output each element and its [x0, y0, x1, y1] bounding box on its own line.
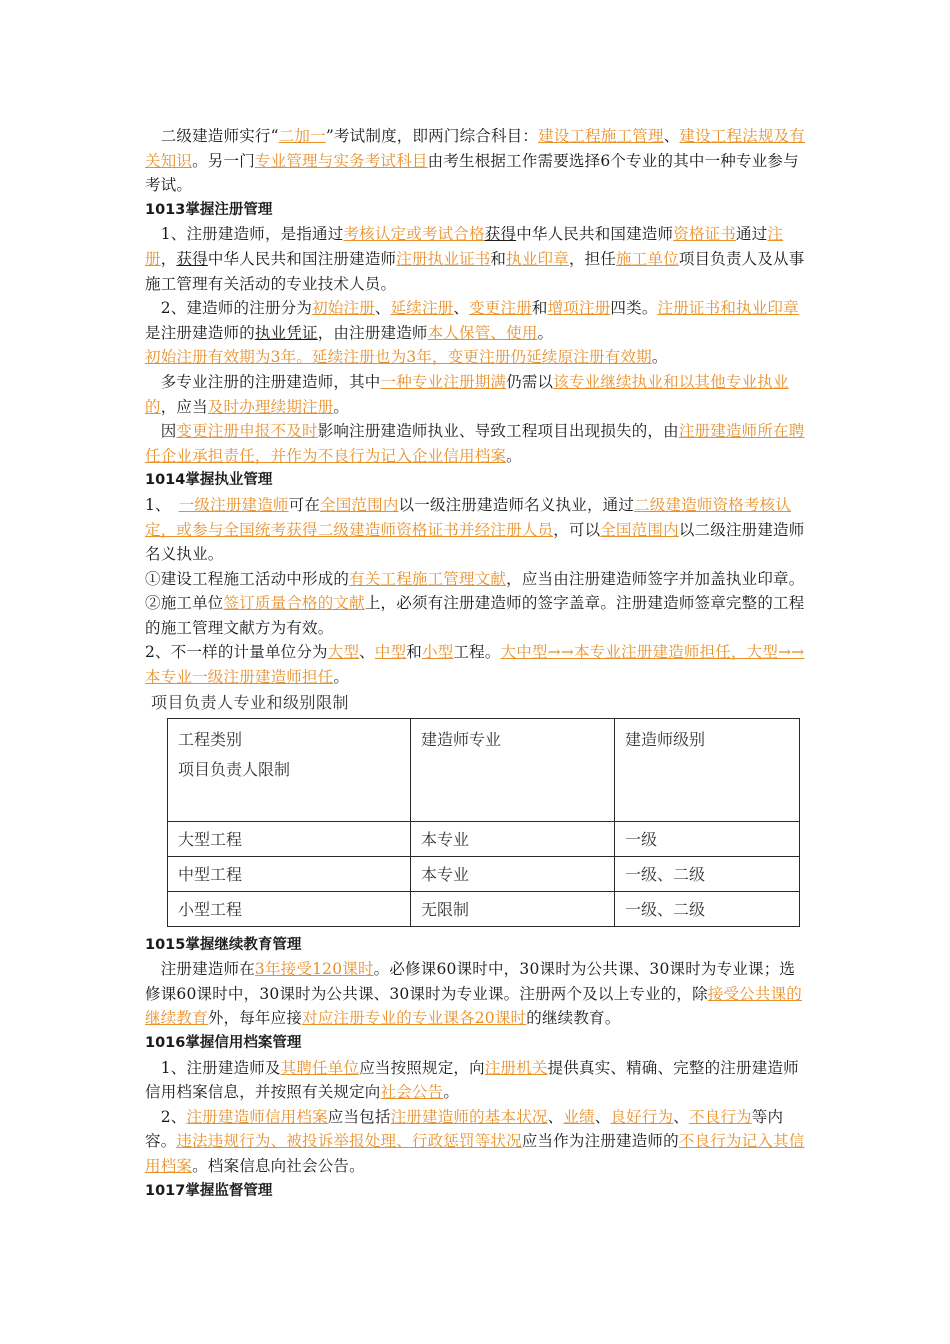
text-run: 可在: [288, 495, 321, 514]
text-run: ，由注册建造师: [317, 323, 428, 342]
text-run: 多专业注册的注册建造师，其中: [145, 372, 381, 391]
text-run: ，担任: [568, 249, 617, 268]
text-run: 2、: [145, 1107, 187, 1126]
highlighted-text: 社会公告: [380, 1083, 444, 1102]
text-run: 仍需以: [506, 372, 554, 391]
text-run: 、: [359, 643, 375, 662]
cell-major: 本专业: [411, 856, 615, 891]
text-run: 中华人民共和国注册建造师: [207, 249, 397, 268]
text-run: 、: [673, 1107, 689, 1126]
text-run: 应当按照规定，向: [359, 1058, 485, 1077]
text-run: 上，必须有注册建造师的签字盖章。注册建造师签章完整的工程的施工管理文献方为有效。: [145, 594, 805, 637]
highlighted-text: 资格证书: [673, 225, 737, 244]
text-run: 1、: [145, 495, 179, 514]
cell-type: 中型工程: [168, 856, 411, 891]
section-heading-1014: 1014掌握执业管理: [145, 472, 273, 489]
text-run: ，应当由注册建造师签字并加盖执业印章。②施工单位: [145, 569, 805, 613]
section-heading-1017: 1017掌握监督管理: [145, 1182, 273, 1199]
highlighted-text: 接受公共课的继续教育: [145, 984, 802, 1028]
underlined-text: 执业凭证: [254, 323, 318, 342]
text-run: 四类。: [610, 299, 658, 318]
highlighted-text: 增项注册: [547, 299, 611, 318]
highlighted-text: 小型: [421, 643, 454, 662]
highlighted-text: 业绩: [563, 1107, 595, 1126]
cell-major: 本专业: [411, 821, 615, 856]
text-run: 等内容。: [145, 1107, 784, 1151]
section-heading-1013: 1013掌握注册管理: [145, 201, 273, 218]
highlighted-text: 大型: [327, 643, 360, 662]
highlighted-text: 有关工程施工管理文献: [349, 569, 507, 588]
highlighted-text: 签订质量合格的文献: [223, 594, 365, 613]
registration-paragraph-2: [145, 296, 810, 345]
education-paragraph: [145, 957, 810, 1031]
text-run: 2、不一样的计量单位分为: [145, 643, 328, 662]
text-run: 。必修课60课时中，30课时为公共课、30课时为专业课；选修课60课时中，30课时为公共课、30课时为专业课。注册两个及以上专业的，除: [145, 960, 796, 1003]
text-run: 和: [490, 249, 507, 268]
credit-paragraph-1: [145, 1056, 810, 1105]
highlighted-text: 变更注册: [469, 299, 532, 318]
text-run: 工程。: [453, 643, 501, 662]
cell-major: 无限制: [411, 891, 615, 926]
text-run: 1、注册建造师及: [145, 1058, 281, 1077]
highlight: 建设工程施工管理: [538, 127, 664, 145]
header-cell-major: 建造师专业: [411, 718, 615, 821]
cell-type: 小型工程: [168, 891, 411, 926]
underlined-text: 获得: [176, 249, 208, 268]
text-run: 通过: [736, 225, 768, 244]
practice-paragraph-2: [145, 567, 810, 641]
restriction-table: [167, 718, 800, 927]
text-run: 的继续教育。: [526, 1009, 621, 1028]
text-run: 1、注册建造师，是指通过: [145, 225, 344, 244]
highlighted-text: 良好行为: [610, 1107, 674, 1126]
section-heading-1016: 1016掌握信用档案管理: [145, 1035, 302, 1052]
highlighted-text: 不良行为记入其信用档案: [145, 1132, 805, 1175]
text-run: 。: [651, 348, 668, 367]
text-run: 。: [506, 446, 522, 465]
section-heading-1015: 1015掌握继续教育管理: [145, 936, 302, 953]
highlighted-text: 大中型→→本专业注册建造师担任，大型→→本专业一级注册建造师担任: [145, 643, 805, 687]
text-run: 应当作为注册建造师的: [521, 1132, 679, 1151]
change-registration-paragraph: [145, 419, 810, 468]
highlighted-text: 初始注册有效期为3年。延续注册也为3年，变更注册仍延续原注册有效期: [145, 348, 652, 367]
text-run: 以一级注册建造师名义执业，通过: [398, 495, 635, 514]
highlighted-text: 违法违规行为、被投诉举报处理、行政惩罚等状况: [176, 1132, 522, 1151]
text-run: 。另一门: [192, 151, 255, 170]
validity-paragraph: [145, 345, 810, 370]
credit-paragraph-2: [145, 1105, 810, 1179]
text-run: 。: [333, 668, 350, 687]
text-run: 由考生根据工作需要选择6个专业的其中一种专业参与考试。: [145, 151, 799, 195]
table-header-row: [168, 718, 800, 821]
highlighted-text: 延续注册: [390, 299, 454, 318]
header-cell-level: 建造师级别: [615, 718, 800, 821]
text-run: 因: [145, 422, 177, 441]
text-run: 和: [531, 299, 548, 318]
highlighted-text: 本人保管、使用: [427, 323, 538, 342]
text-run: 应当包括: [327, 1107, 391, 1126]
highlighted-text: 注册建造师信用档案: [186, 1107, 328, 1126]
text-run: 、: [663, 127, 680, 145]
highlighted-text: 注册建造师所在聘任企业承担责任，并作为不良行为记入企业信用档案: [145, 422, 805, 465]
table-row: [168, 821, 800, 856]
highlight: 专业管理与实务考试科目: [254, 151, 428, 170]
highlighted-text: 执业印章: [506, 249, 569, 268]
highlighted-text: 注册证书和执业印章: [657, 299, 799, 318]
table-row: [168, 891, 800, 926]
registration-paragraph-1: [145, 222, 810, 296]
table-caption: 项目负责人专业和级别限制: [151, 692, 350, 712]
cell-level: 一级: [615, 821, 800, 856]
highlighted-text: 中型: [374, 643, 407, 662]
highlighted-text: 3年接受120课时: [254, 960, 374, 979]
highlighted-text: 对应注册专业的专业课各20课时: [302, 1009, 527, 1028]
highlighted-text: 其聘任单位: [280, 1058, 360, 1077]
highlighted-text: 一级注册建造师: [178, 495, 289, 514]
text-run: 注册建造师在: [145, 960, 255, 979]
highlighted-text: 不良行为: [688, 1107, 752, 1126]
text-run: 。: [333, 397, 350, 416]
highlighted-text: 全国范围内: [600, 520, 679, 539]
text-run: 、: [547, 1107, 564, 1126]
highlighted-text: 注册: [145, 225, 784, 268]
intro-paragraph: [145, 124, 810, 198]
multi-major-paragraph: [145, 370, 810, 419]
text-run: 。: [443, 1083, 460, 1102]
text-run: ，可以: [553, 520, 601, 539]
text-run: 、: [374, 299, 391, 318]
highlighted-text: 一种专业注册期满: [380, 372, 507, 391]
text-run: 影响注册建造师执业、导致工程项目出现损失的，由: [317, 422, 679, 441]
text-run: 项目负责人及从事施工管理有关活动的专业技术人员。: [145, 249, 805, 293]
highlighted-text: 注册机关: [484, 1058, 548, 1077]
practice-paragraph-1: [145, 493, 810, 567]
text-run: 提供真实、精确、完整的注册建造师信用档案信息，并按照有关规定向: [145, 1058, 799, 1102]
highlighted-text: 及时办理续期注册: [207, 397, 334, 416]
cell-level: 一级、二级: [615, 856, 800, 891]
highlight: 二加一: [278, 127, 326, 145]
text-run: 外，每年应接: [207, 1009, 303, 1028]
text-run: ，: [160, 249, 177, 268]
cell-level: 一级、二级: [615, 891, 800, 926]
highlight: 建设工程法规及有关知识: [145, 127, 805, 170]
highlighted-text: 变更注册申报不及时: [176, 422, 318, 441]
underlined-text: 获得: [484, 225, 517, 244]
text-run: 二级建造师实行“: [145, 127, 279, 145]
text-run: 、: [594, 1107, 611, 1126]
text-run: ”考试制度，即两门综合科目：: [325, 127, 539, 145]
text-run: ①建设工程施工活动中形成的: [145, 569, 350, 588]
practice-paragraph-3: [145, 640, 810, 689]
highlighted-text: 初始注册: [312, 299, 375, 318]
text-run: 是注册建造师的: [145, 323, 255, 342]
header-cell-type: 工程类别 项目负责人限制: [168, 718, 411, 821]
text-run: 、: [453, 299, 470, 318]
text-run: ，应当: [160, 397, 208, 416]
text-run: 2、建造师的注册分为: [145, 299, 313, 318]
highlighted-text: 考核认定或考试合格: [343, 225, 485, 244]
text-run: 以二级注册建造师名义执业。: [145, 520, 805, 564]
highlighted-text: 该专业继续执业和以其他专业执业的: [145, 372, 789, 416]
highlighted-text: 施工单位: [616, 249, 679, 268]
highlighted-text: 注册执业证书: [396, 249, 491, 268]
table-row: [168, 856, 800, 891]
text-run: 。: [537, 323, 554, 342]
cell-type: 大型工程: [168, 821, 411, 856]
text-run: 。档案信息向社会公告。: [192, 1157, 365, 1175]
text-run: 中华人民共和国建造师: [516, 225, 674, 244]
text-run: 和: [406, 643, 422, 662]
document-page: [145, 124, 810, 1203]
highlighted-text: 全国范围内: [320, 495, 399, 514]
highlighted-text: 二级建造师资格考核认定，或参与全国统考获得二级建造师资格证书并经注册人员: [145, 495, 792, 539]
highlighted-text: 注册建造师的基本状况: [390, 1107, 548, 1126]
